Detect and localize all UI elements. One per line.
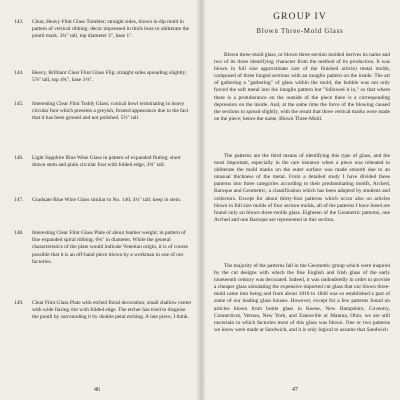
entry-number: 145. bbox=[14, 101, 24, 107]
body-paragraph: Blown three-mold glass, or blown three-section molded derives its name and two of its three identifying character from the method of its production. It was blown in full size approximate size of the finished article) metal molds, composed of three hinged sections with an intaglio pattern on the inside. The art of gathering a "gathering" of glass within the mold, the bubble was not only forced the soft metal into the intaglio pattern but "followed it in," so that where there is a protuberance on the outside of the piece there is a corresponding depression on the inside. And, at the same time the force of the blowing caused the sections to spread slightly, with the result that three vertical marks were made on the piece; hence the name, Blown Three-Mold. bbox=[214, 52, 390, 122]
entry-number: 147. bbox=[14, 197, 24, 203]
entry-text: Heavy, Brilliant Clear Flint Glass Flip; straight sides spreading slightly; 5⅞" tall, top 4¾", base 3⅛". bbox=[32, 70, 187, 84]
entry-text: Interesting Clear Flint Glass Plate of about feather weight; in pattern of fine expanded spiral ribbing; 6¾" in diameter. While the general characteristics of the plate would indicate Venetian origin, it is of course possible that it is an off-hand piece blown by a workman in one of our factories. bbox=[32, 230, 188, 265]
entry-number: 144. bbox=[14, 70, 24, 76]
body-paragraph: The patterns are the third means of identifying this type of glass, and the most important, especially in the rare instance when a piece was reheated to obliterate the mold marks on the outer surface was made smooth due to an unusual thickness of the metal. From a detailed study I have divided these patterns into three categories according to their predominating motifs, Arched, Baroque and Geometric, a classification which has been adopted by students and collectors. Except for about thirty-four patterns which occur also on articles blown in full size molds of four section molds, all of the patterns I have listed are found only on blown three-molds glass. Eighteen of the Geometric patterns, one Arched and one Baroque are represented in this section. bbox=[214, 153, 390, 223]
entry-number: 143. bbox=[14, 19, 24, 25]
entry-text: Clear Flint Glass Plate with etched floral decoration; small shallow center with wide flaring rim with folded edge. The etcher has tried to disguise the pontil by surrounding it by double petal etching. A late piece, I think. bbox=[32, 300, 192, 321]
entry-text: Graduate Blue Wine Glass similar to No. 146; 4¼" tall; keep in stem. bbox=[32, 197, 182, 203]
entry-number: 148. bbox=[14, 230, 24, 236]
group-subtitle: Blown Three-Mold Glass bbox=[256, 28, 344, 35]
book-gutter bbox=[196, 0, 206, 400]
left-page-number: 46 bbox=[94, 387, 100, 393]
body-paragraph: The majority of the patterns fall in the Geometric group which were inspired by the cut designs with which the fine English and Irish glass of the early nineteenth century was decorated. Indeed, it was undoubtedly in order to provide a cheaper glass simulating the expensive imported cut glass that our blown three-mold came into being and from about 1810 to 1840 was so established a part of some of our leading glass houses. However, except for a few patterns found on articles blown from bottle glass in Keene, New Hampshire, Coventry, Connecticut, Vernon, New York, and Zanesville or Mantua, Ohio, we are still uncertain in which factories most of this glass was blown. One or two patterns we know were made at Sandwich, and it is only logical to assume that Sandwich bbox=[214, 263, 390, 333]
group-title: GROUP IV bbox=[273, 12, 327, 22]
right-page-number: 47 bbox=[292, 387, 298, 393]
entry-text: Interesting Clear Flint Toddy Glass; conical bowl terminating in heavy circular foot which presents a greyish, frosted appearance due to the fact that it has been ground and not polished. 5½" tall. bbox=[32, 101, 189, 122]
entry-text: Light Sapphire Blue Wine Glass in pattern of expanded fluting; short drawn stem and plain circular foot with folded edge; 3¾" tall. bbox=[32, 155, 181, 169]
entry-text: Clear, Heavy Flint Glass Tumbler; straight sides, blown in dip mold in pattern of vertical ribbing; decor impressed in thick boss to obliterate the pontil mark. 3¾" tall, top diameter 3", base 1". bbox=[32, 19, 190, 40]
entry-number: 146. bbox=[14, 155, 24, 161]
entry-number: 149. bbox=[14, 300, 24, 306]
